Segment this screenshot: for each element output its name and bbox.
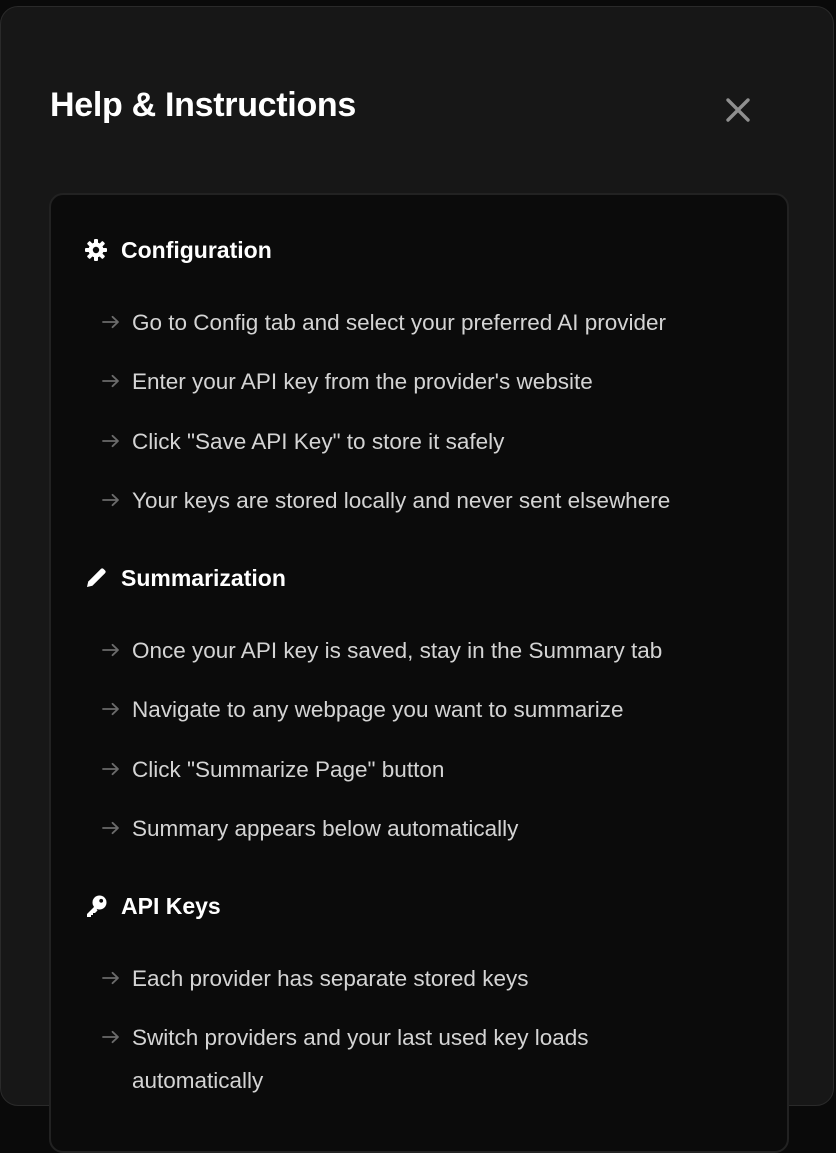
pencil-icon — [84, 566, 108, 590]
list-item-text: Summary appears below automatically — [132, 816, 519, 841]
close-button[interactable] — [717, 89, 759, 131]
dialog-title: Help & Instructions — [50, 86, 356, 124]
close-icon — [725, 97, 751, 123]
list-item-text: Enter your API key from the provider's website — [132, 369, 593, 394]
list-item-text: Each provider has separate stored keys — [132, 966, 529, 991]
list-item-text: Switch providers and your last used key loads automatically — [132, 1025, 589, 1093]
instructions-panel — [49, 193, 789, 1153]
list-item — [101, 1022, 761, 1102]
help-dialog — [0, 6, 834, 1106]
arrow-right-icon — [101, 307, 121, 337]
arrow-right-icon — [101, 635, 121, 665]
section-header — [84, 891, 221, 921]
list-item — [101, 366, 761, 403]
list-item — [101, 694, 761, 731]
list-item — [101, 307, 761, 344]
arrow-right-icon — [101, 694, 121, 724]
section-title: API Keys — [121, 893, 221, 919]
list-item-text: Click "Save API Key" to store it safely — [132, 429, 505, 454]
list-item-text: Navigate to any webpage you want to summarize — [132, 697, 624, 722]
list-item — [101, 426, 761, 463]
list-item — [101, 485, 761, 522]
list-item — [101, 813, 761, 850]
list-item — [101, 963, 761, 1000]
arrow-right-icon — [101, 754, 121, 784]
arrow-right-icon — [101, 1022, 121, 1052]
section-title: Summarization — [121, 565, 286, 591]
key-icon — [84, 894, 108, 918]
list-item — [101, 635, 761, 672]
section-header — [84, 235, 272, 265]
list-item — [101, 754, 761, 791]
list-item-text: Once your API key is saved, stay in the Summary tab — [132, 638, 663, 663]
arrow-right-icon — [101, 366, 121, 396]
arrow-right-icon — [101, 426, 121, 456]
arrow-right-icon — [101, 485, 121, 515]
gear-icon — [84, 238, 108, 262]
list-item-text: Go to Config tab and select your preferred AI provider — [132, 310, 667, 335]
list-item-text: Click "Summarize Page" button — [132, 757, 445, 782]
arrow-right-icon — [101, 963, 121, 993]
section-title: Configuration — [121, 237, 272, 263]
list-item-text: Your keys are stored locally and never sent elsewhere — [132, 488, 671, 513]
section-header — [84, 563, 286, 593]
arrow-right-icon — [101, 813, 121, 843]
